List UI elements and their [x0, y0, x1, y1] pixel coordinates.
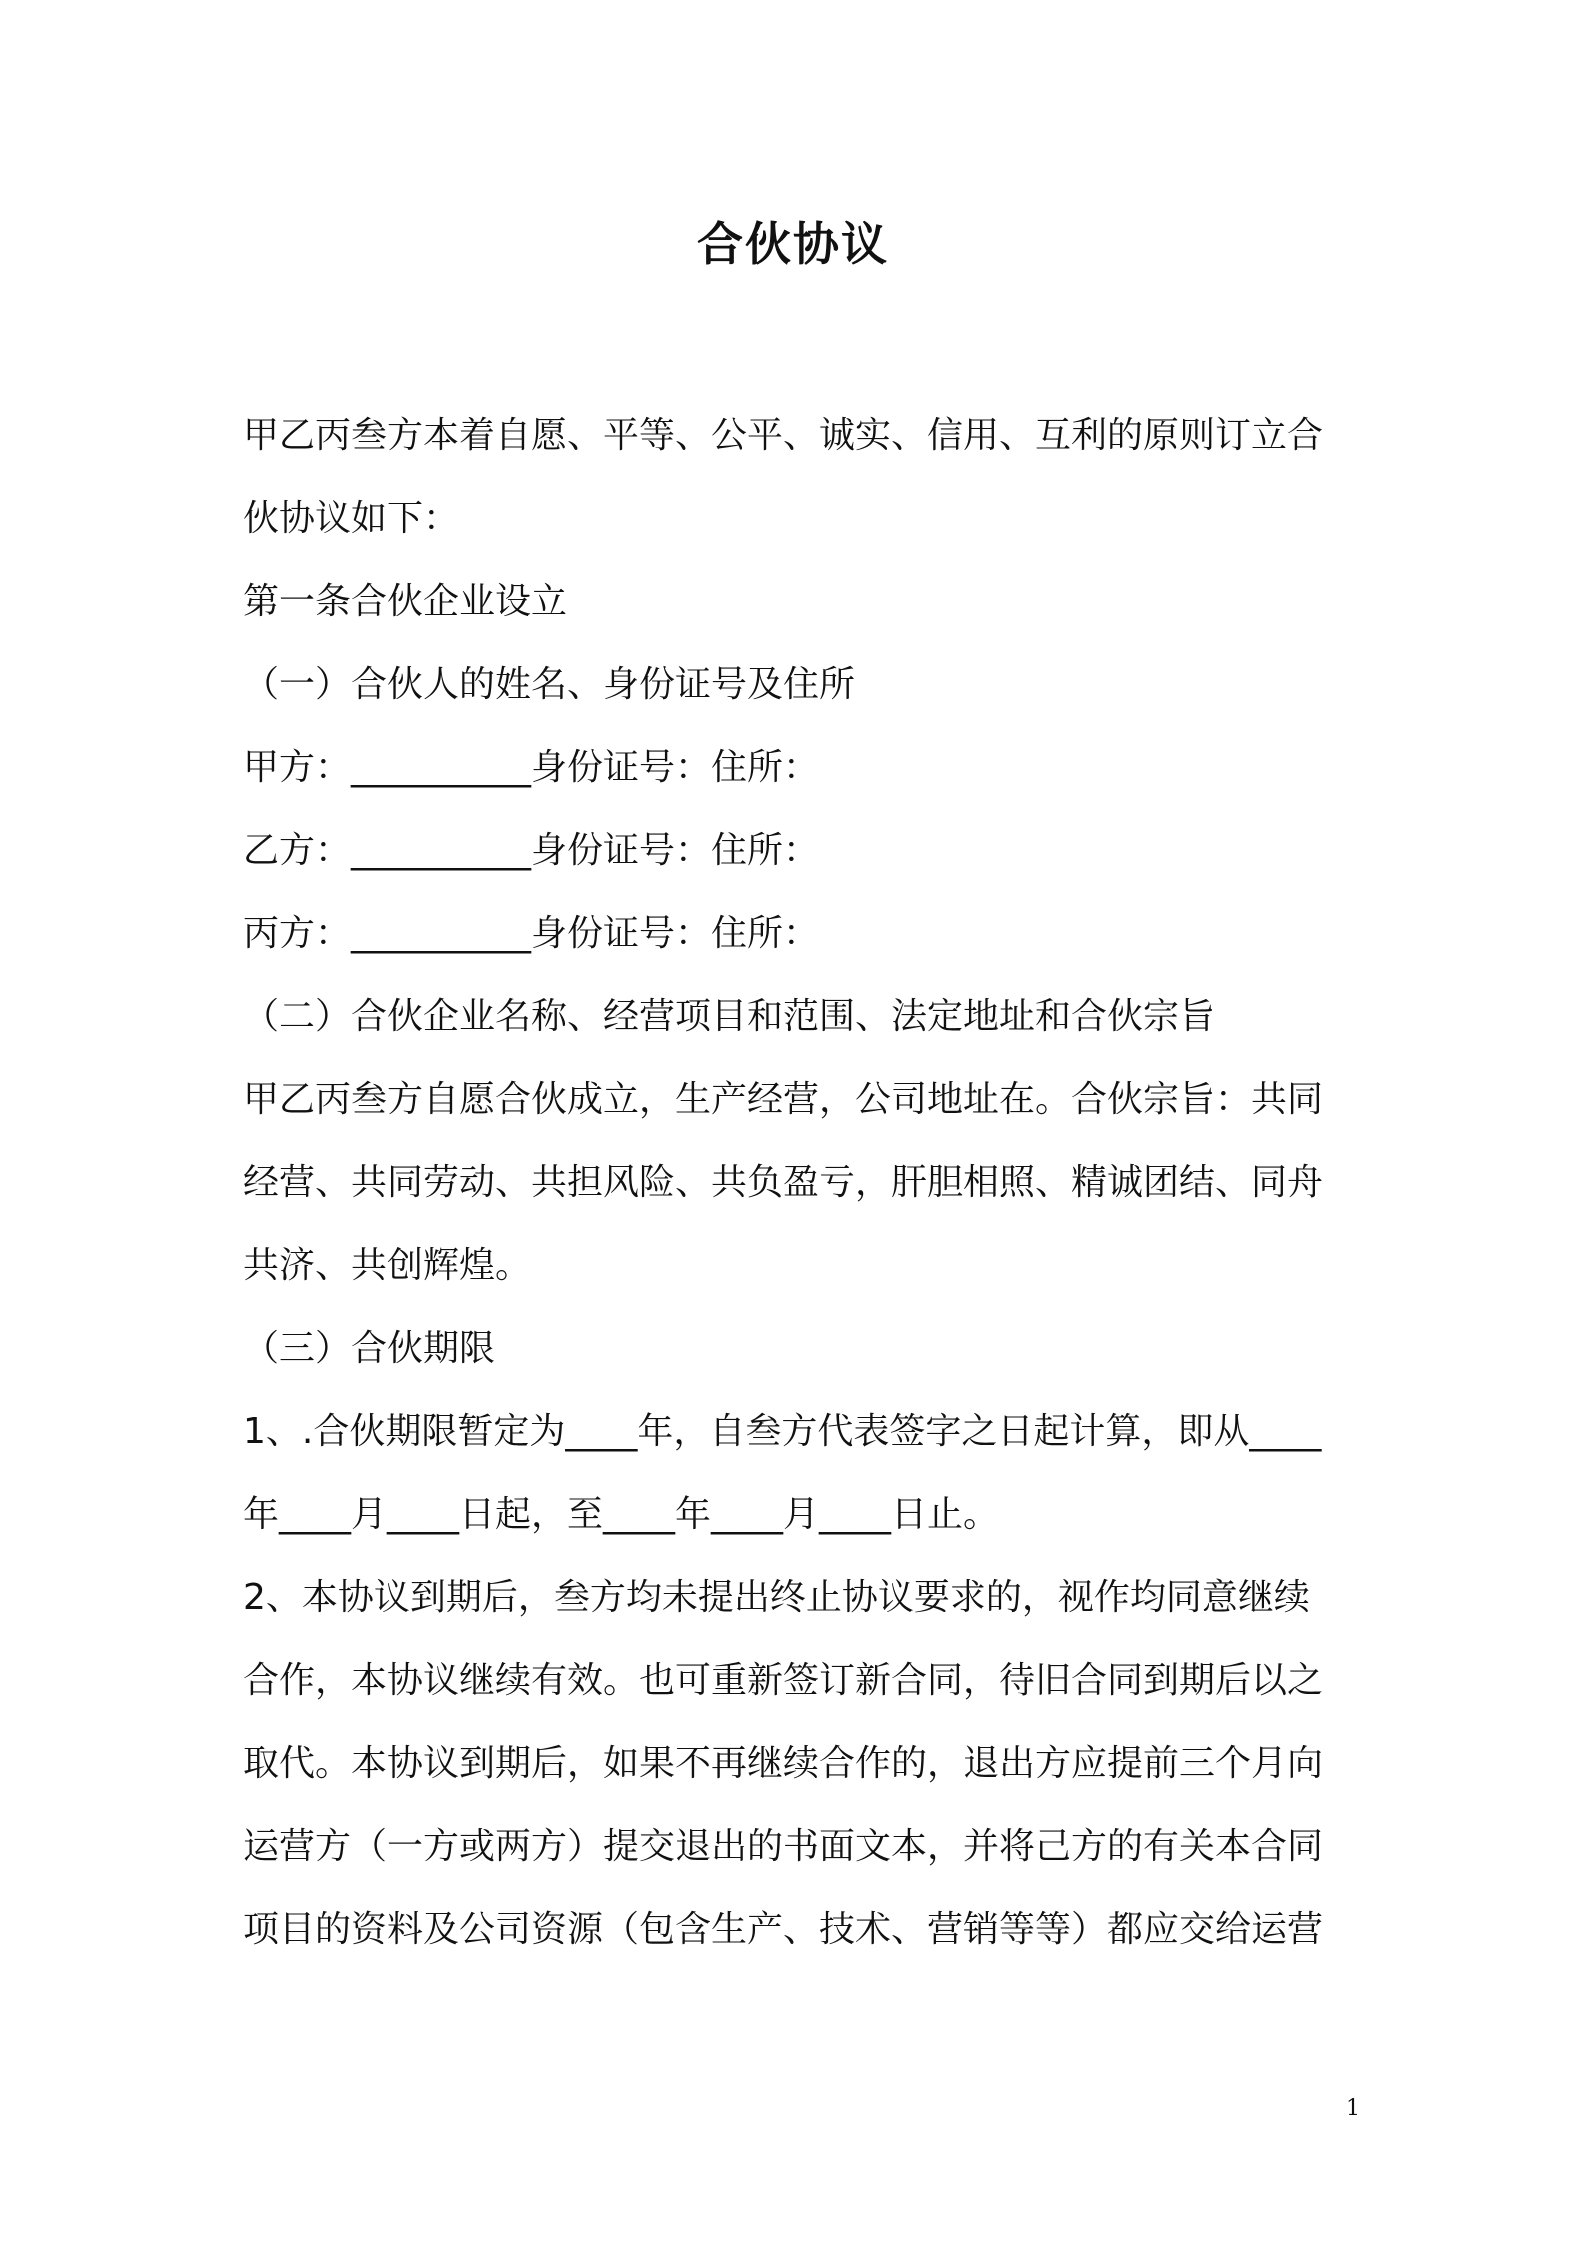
subsection-heading: （三）合伙期限: [243, 1328, 496, 1369]
party-b-line: 乙方：__________身份证号：住所：: [243, 830, 820, 871]
paragraph-line: 甲乙丙叁方本着自愿、平等、公平、诚实、信用、互利的原则订立合: [243, 415, 1324, 456]
paragraph-line: 1、.合伙期限暂定为____年，自叁方代表签字之日起计算，即从____: [243, 1411, 1322, 1452]
paragraph-line: 甲乙丙叁方自愿合伙成立，生产经营，公司地址在。合伙宗旨：共同: [243, 1079, 1324, 1120]
section-heading: 第一条合伙企业设立: [243, 581, 568, 622]
paragraph-line: 共济、共创辉煌。: [243, 1245, 532, 1286]
party-c-line: 丙方：__________身份证号：住所：: [243, 913, 820, 954]
document-title: 合伙协议: [697, 217, 889, 271]
page-number: 1: [1346, 2096, 1360, 2121]
paragraph-line: 年____月____日起，至____年____月____日止。: [243, 1494, 1000, 1535]
paragraph-line: 经营、共同劳动、共担风险、共负盈亏，肝胆相照、精诚团结、同舟: [243, 1162, 1324, 1203]
party-a-line: 甲方：__________身份证号：住所：: [243, 747, 820, 788]
paragraph-line: 项目的资料及公司资源（包含生产、技术、营销等等）都应交给运营: [243, 1909, 1324, 1950]
subsection-heading: （二）合伙企业名称、经营项目和范围、法定地址和合伙宗旨: [243, 996, 1216, 1037]
paragraph-line: 取代。本协议到期后，如果不再继续合作的，退出方应提前三个月向: [243, 1743, 1324, 1784]
paragraph-line: 伙协议如下：: [243, 498, 460, 539]
paragraph-line: 运营方（一方或两方）提交退出的书面文本，并将己方的有关本合同: [243, 1826, 1324, 1867]
paragraph-line: 2、本协议到期后，叁方均未提出终止协议要求的，视作均同意继续: [243, 1577, 1310, 1618]
paragraph-line: 合作，本协议继续有效。也可重新签订新合同，待旧合同到期后以之: [243, 1660, 1324, 1701]
subsection-heading: （一）合伙人的姓名、身份证号及住所: [243, 664, 856, 705]
